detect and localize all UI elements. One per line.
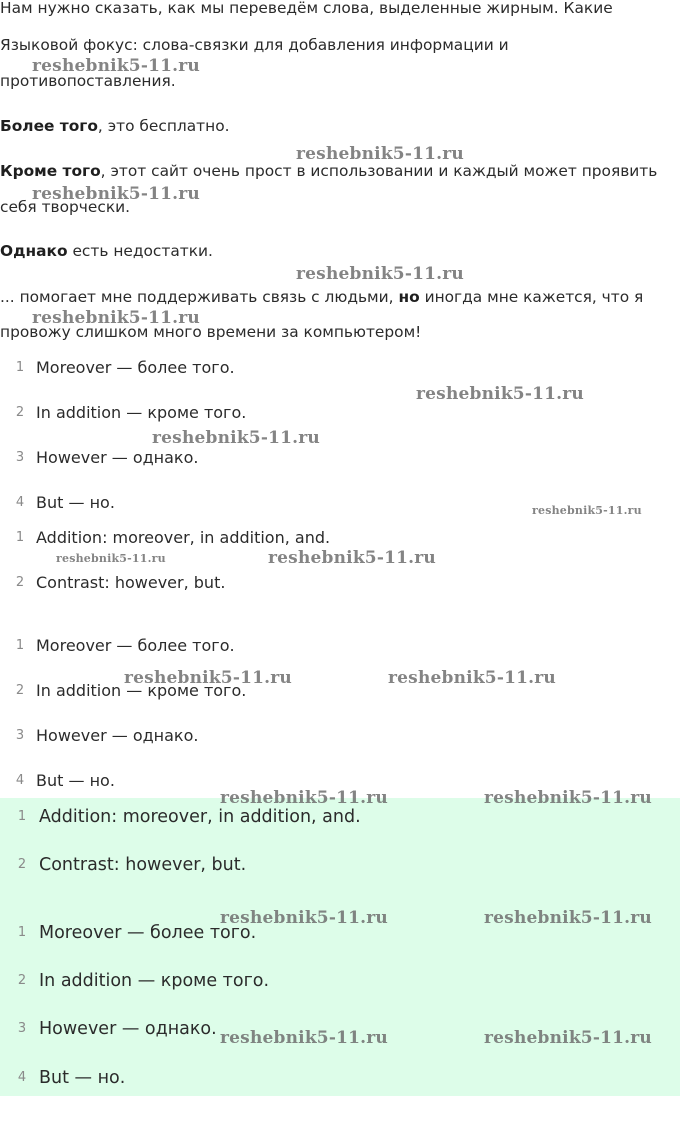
item-text: Contrast: however, but. xyxy=(39,855,247,875)
bold-word: Более того xyxy=(0,117,98,135)
paragraph-text: есть недостатки. xyxy=(67,242,213,260)
item-number: 1 xyxy=(17,809,27,824)
list-item xyxy=(0,718,600,754)
list-item xyxy=(0,628,600,664)
item-text: Moreover — более того. xyxy=(39,923,257,943)
watermark: reshebnik5-11.ru xyxy=(32,56,200,76)
item-text: Moreover — более того. xyxy=(36,636,235,655)
bold-word: но xyxy=(398,288,420,306)
item-number: 2 xyxy=(15,683,25,698)
item-text: Moreover — более того. xyxy=(36,358,235,377)
paragraph-in-addition-line2: себя творчески. xyxy=(0,198,131,216)
watermark: reshebnik5-11.ru xyxy=(532,504,642,517)
language-focus-line1: Языковой фокус: слова-связки для добавления информации и xyxy=(0,36,509,54)
watermark: reshebnik5-11.ru xyxy=(56,552,166,565)
paragraph-text: ... помогает мне поддерживать связь с людьми, xyxy=(0,288,399,306)
watermark: reshebnik5-11.ru xyxy=(32,184,200,204)
watermark: reshebnik5-11.ru xyxy=(268,548,436,568)
item-number: 2 xyxy=(17,973,27,988)
item-text: But — но. xyxy=(39,1068,126,1088)
watermark: reshebnik5-11.ru xyxy=(484,1028,652,1048)
item-text: Addition: moreover, in addition, and. xyxy=(39,807,361,827)
watermark: reshebnik5-11.ru xyxy=(220,1028,388,1048)
item-text: In addition — кроме того. xyxy=(36,681,247,700)
list-item xyxy=(0,565,600,601)
watermark: reshebnik5-11.ru xyxy=(220,908,388,928)
item-text: But — но. xyxy=(36,493,115,512)
watermark: reshebnik5-11.ru xyxy=(388,668,556,688)
watermark: reshebnik5-11.ru xyxy=(220,788,388,808)
item-number: 4 xyxy=(17,1070,27,1085)
bold-word: Однако xyxy=(0,242,68,260)
paragraph-moreover xyxy=(0,108,680,144)
item-text: In addition — кроме того. xyxy=(36,403,247,422)
watermark: reshebnik5-11.ru xyxy=(484,788,652,808)
paragraph-text: , этот сайт очень прост в использовании и каждый может проявить xyxy=(100,162,658,180)
answer-item xyxy=(0,1060,600,1096)
watermark: reshebnik5-11.ru xyxy=(152,428,320,448)
item-number: 2 xyxy=(17,857,27,872)
paragraph-but-line2: провожу слишком много времени за компьютером! xyxy=(0,323,422,341)
item-number: 1 xyxy=(15,638,25,653)
item-text: In addition — кроме того. xyxy=(39,971,270,991)
list-item xyxy=(0,350,600,386)
item-number: 1 xyxy=(15,360,25,375)
answer-item xyxy=(0,963,600,999)
item-text: However — однако. xyxy=(36,726,199,745)
item-number: 4 xyxy=(15,773,25,788)
watermark: reshebnik5-11.ru xyxy=(32,308,200,328)
answer-item xyxy=(0,847,600,883)
item-text: However — однако. xyxy=(36,448,199,467)
item-number: 3 xyxy=(17,1021,27,1036)
watermark: reshebnik5-11.ru xyxy=(296,264,464,284)
item-number: 3 xyxy=(15,450,25,465)
bold-word: Кроме того xyxy=(0,162,101,180)
item-text: However — однако. xyxy=(39,1019,217,1039)
paragraph-text: иногда мне кажется, что я xyxy=(419,288,644,306)
watermark: reshebnik5-11.ru xyxy=(296,144,464,164)
intro-text: Нам нужно сказать, как мы переведём слова, выделенные жирным. Какие xyxy=(0,0,613,17)
item-number: 1 xyxy=(17,925,27,940)
list-item xyxy=(0,485,600,521)
item-number: 2 xyxy=(15,575,25,590)
paragraph-text: , это бесплатно. xyxy=(97,117,230,135)
item-number: 4 xyxy=(15,495,25,510)
item-number: 1 xyxy=(15,530,25,545)
item-text: Contrast: however, but. xyxy=(36,573,226,592)
watermark: reshebnik5-11.ru xyxy=(484,908,652,928)
item-number: 2 xyxy=(15,405,25,420)
watermark: reshebnik5-11.ru xyxy=(124,668,292,688)
language-focus-line2: противопоставления. xyxy=(0,72,176,90)
watermark: reshebnik5-11.ru xyxy=(416,384,584,404)
item-number: 3 xyxy=(15,728,25,743)
item-text: But — но. xyxy=(36,771,115,790)
item-text: Addition: moreover, in addition, and. xyxy=(36,528,331,547)
